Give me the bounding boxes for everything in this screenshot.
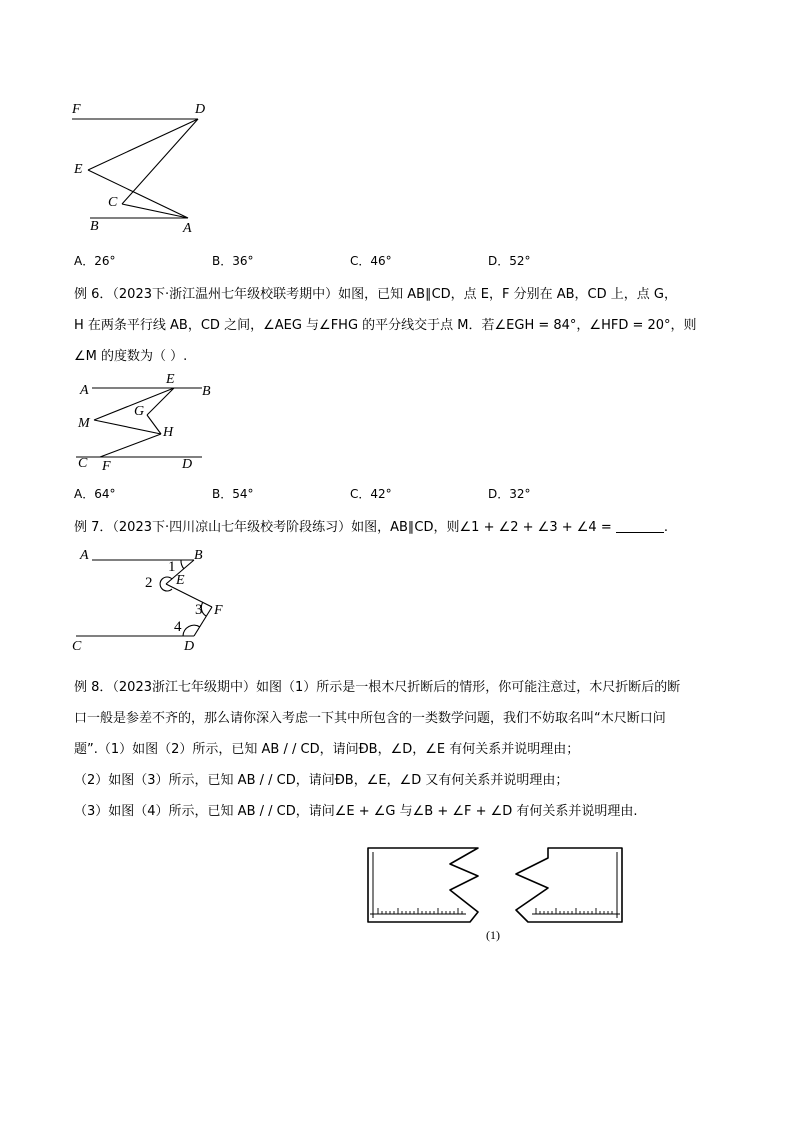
q5-option-c[interactable]: C．46°	[350, 254, 392, 268]
q5-option-b[interactable]: B．36°	[212, 254, 254, 268]
q6-line-1: 例 6．（2023下·浙江温州七年级校联考期中）如图，已知 AB∥CD，点 E，F 分别在 AB，CD 上，点 G，	[74, 287, 677, 302]
label-b: B	[202, 384, 211, 399]
label-a: A	[80, 383, 89, 398]
q8-line-3: 题”.（1）如图（2）所示，已知 AB / / CD，请问ÐB，∠D，∠E 有何关系并说明理由；	[74, 742, 580, 757]
label-f: F	[102, 459, 111, 474]
ruler-left-piece	[368, 848, 478, 922]
label-e: E	[74, 162, 83, 177]
angle-label-2: 2	[145, 575, 153, 591]
angle-label-1: 1	[168, 559, 176, 575]
label-a: A	[183, 221, 192, 236]
label-e: E	[176, 573, 185, 588]
angle-label-4: 4	[174, 619, 182, 635]
label-b: B	[194, 548, 203, 563]
label-f: F	[214, 603, 223, 618]
q8-line-4: （2）如图（3）所示，已知 AB / / CD，请问ÐB，∠E，∠D 又有何关系并说明理由；	[74, 773, 569, 788]
q7-end: .	[663, 520, 668, 535]
q6-line-3: ∠M 的度数为（ ）.	[74, 349, 188, 364]
label-c: C	[78, 456, 88, 471]
label-e: E	[166, 372, 175, 387]
ruler-right-piece	[516, 848, 622, 922]
q6-line-2: H 在两条平行线 AB，CD 之间，∠AEG 与∠FHG 的平分线交于点 M．若∠EGH = 84°，∠HFD = 20°，则	[74, 318, 697, 333]
q5-option-a[interactable]: A．26°	[74, 254, 116, 268]
q5-option-d[interactable]: D．52°	[488, 254, 531, 268]
label-b: B	[90, 219, 99, 234]
q8-line-1: 例 8．（2023浙江七年级期中）如图（1）所示是一根木尺折断后的情形，你可能注意过，木尺折断后的断	[74, 680, 681, 695]
label-a: A	[80, 548, 89, 563]
label-d: D	[182, 457, 193, 472]
q7-text: 例 7．（2023下·四川凉山七年级校考阶段练习）如图，AB∥CD，则∠1 + ∠2 + ∠3 + ∠4 =	[74, 520, 612, 535]
label-g: G	[134, 404, 145, 419]
q6-option-c[interactable]: C．42°	[350, 487, 392, 501]
q8-line-2: 口一般是参差不齐的，那么请你深入考虑一下其中所包含的一类数学问题，我们不妨取名叫“木尺断口问	[74, 711, 666, 726]
q8-line-5: （3）如图（4）所示，已知 AB / / CD，请问∠E + ∠G 与∠B + ∠F + ∠D 有何关系并说明理由.	[74, 804, 638, 819]
label-d: D	[184, 639, 195, 654]
label-m: M	[78, 416, 90, 431]
q6-option-a[interactable]: A．64°	[74, 487, 116, 501]
label-c: C	[108, 195, 118, 210]
q6-option-b[interactable]: B．54°	[212, 487, 254, 501]
label-c: C	[72, 639, 82, 654]
label-d: D	[195, 102, 206, 117]
figure-caption: (1)	[486, 928, 500, 942]
label-h: H	[163, 425, 174, 440]
label-f: F	[72, 102, 81, 117]
q6-option-d[interactable]: D．32°	[488, 487, 531, 501]
angle-label-3: 3	[195, 602, 203, 618]
